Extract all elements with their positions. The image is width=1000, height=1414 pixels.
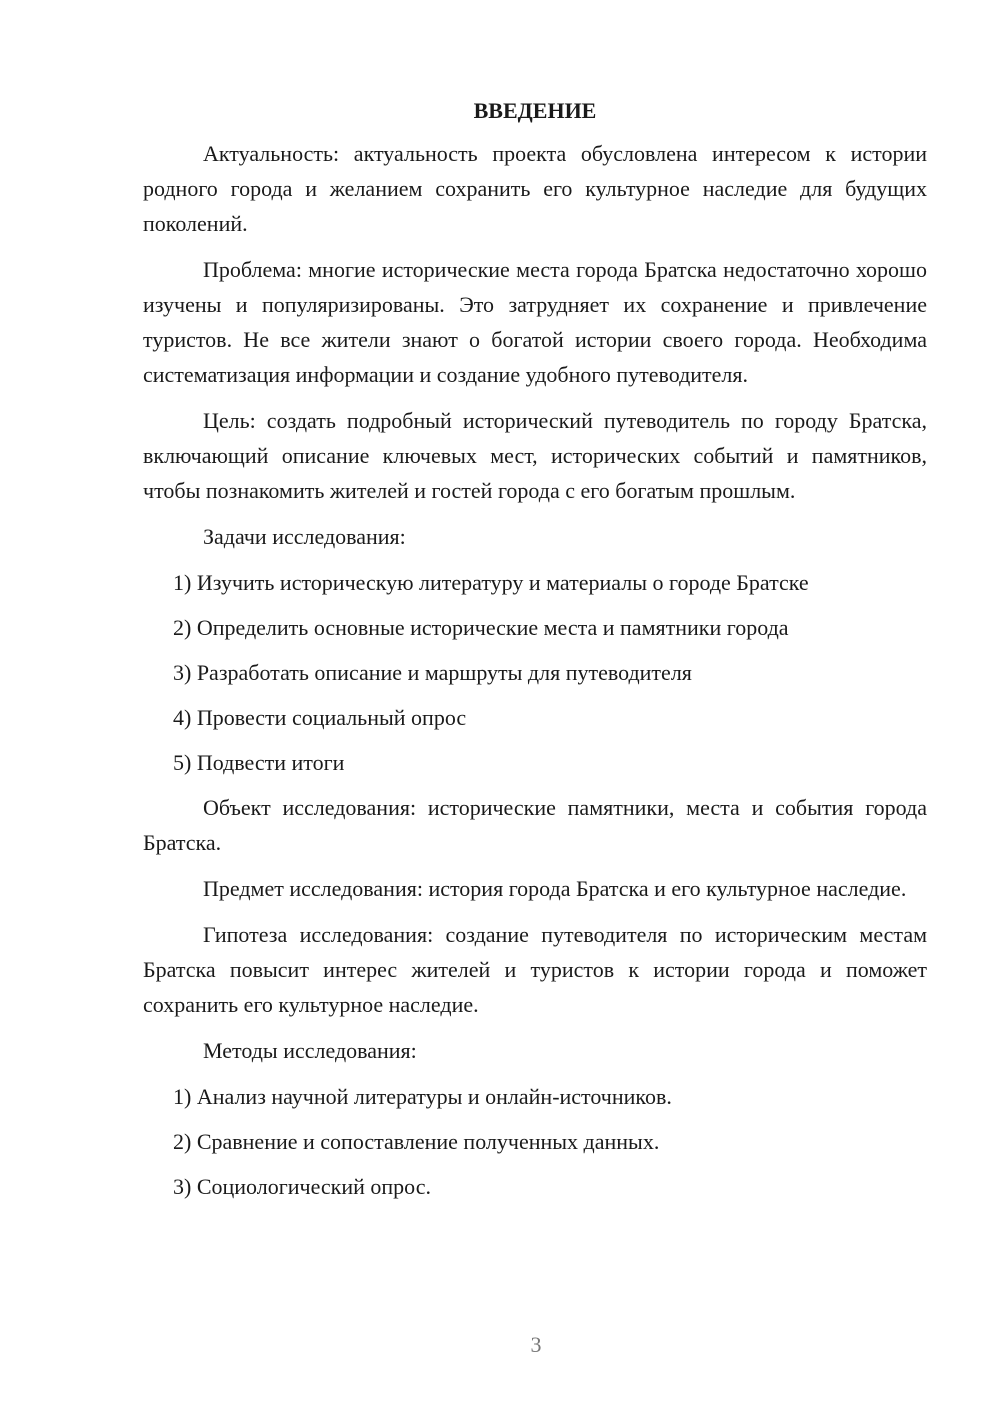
list-item: 1) Изучить историческую литературу и материалы о городе Братске xyxy=(173,570,809,595)
hypothesis-paragraph: Гипотеза исследования: создание путеводителя по историческим местам Братска повысит интерес жителей и туристов к истории города и поможет сохранить его культурное наследие. xyxy=(143,922,927,1017)
list-item: 3) Разработать описание и маршруты для путеводителя xyxy=(173,660,692,685)
methods-heading: Методы исследования: xyxy=(203,1038,417,1063)
list-item: 5) Подвести итоги xyxy=(173,750,345,775)
list-item: 3) Социологический опрос. xyxy=(173,1174,431,1199)
methods-list xyxy=(143,1079,927,1204)
page-number: 3 xyxy=(530,1332,542,1357)
list-item: 4) Провести социальный опрос xyxy=(173,705,467,730)
list-item: 2) Определить основные исторические места и памятники города xyxy=(173,615,789,640)
document-page xyxy=(143,96,927,1214)
subject-paragraph: Предмет исследования: история города Братска и его культурное наследие. xyxy=(203,876,907,901)
object-paragraph: Объект исследования: исторические памятники, места и события города Братска. xyxy=(143,795,927,855)
goal-paragraph: Цель: создать подробный исторический путеводитель по городу Братска, включающий описание ключевых мест, исторических событий и памятников, чтобы познакомить жителей и гостей города с его богатым прошлым. xyxy=(143,408,927,503)
page-title: ВВЕДЕНИЕ xyxy=(473,98,597,123)
list-item: 1) Анализ научной литературы и онлайн-источников. xyxy=(173,1084,672,1109)
relevance-paragraph: Актуальность: актуальность проекта обусловлена интересом к истории родного города и желанием сохранить его культурное наследие для будущих поколений. xyxy=(143,141,927,236)
list-item: 2) Сравнение и сопоставление полученных данных. xyxy=(173,1129,660,1154)
tasks-list xyxy=(143,565,927,780)
problem-paragraph: Проблема: многие исторические места города Братска недостаточно хорошо изучены и популяризированы. Это затрудняет их сохранение и привлечение туристов. Не все жители знают о богатой истории своего города. Необходима систематизация информации и создание удобного путеводителя. xyxy=(143,257,927,387)
tasks-heading: Задачи исследования: xyxy=(203,524,406,549)
